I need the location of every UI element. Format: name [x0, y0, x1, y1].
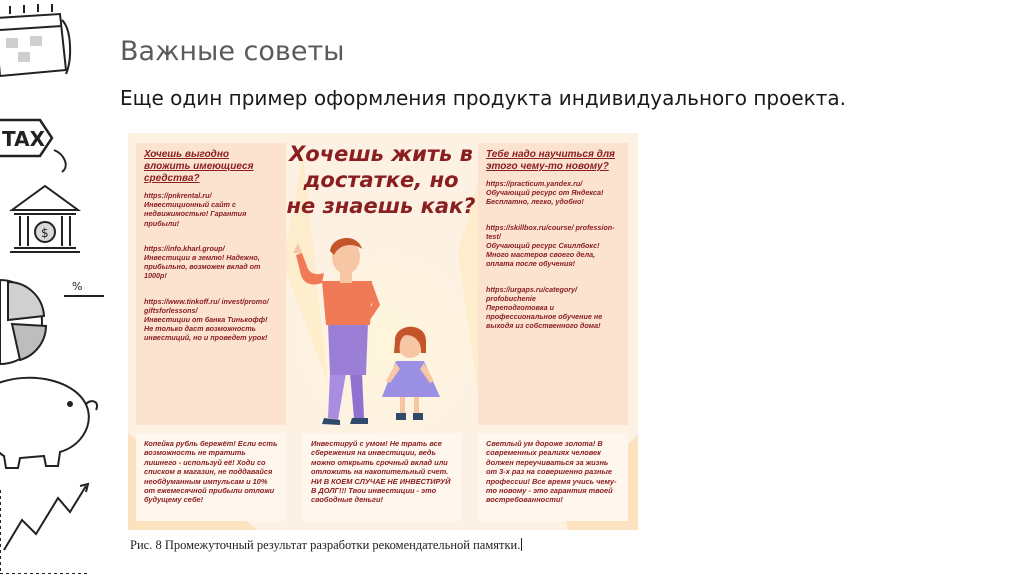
right-item-2 [486, 223, 620, 269]
svg-text:$: $ [41, 226, 49, 240]
left-item-3 [144, 297, 278, 343]
bank-icon [10, 186, 80, 252]
bottom-panel-1-text: Копейка рубль бережёт! Если есть возможность не тратить лишнего - используй её! Ходи со списком в магазин, не поддавайся необдуманным импульсам и 10% от ежемесячной прибыли отложи будущему себе! [144, 439, 278, 505]
right-item-2-link: https://skillbox.ru/course/ profession-test/ [486, 222, 615, 241]
left-item-3-text: Инвестиции от банка Тинькофф! Не только даст возможность инвестиций, но и проведет урок! [144, 315, 268, 343]
right-item-3-link: https://urgaps.ru/category/ profobuchenie [486, 284, 578, 303]
slide-title: Важные советы [120, 36, 345, 67]
bottom-panel-2 [303, 433, 461, 521]
right-item-2-text: Обучающий ресурс Скиллбокс! Много мастеров своего дела, оплата после обучения! [486, 241, 600, 269]
text-cursor [521, 538, 522, 551]
left-item-2-link: https://info.kharl.group/ [144, 243, 225, 253]
decorative-doodles [0, 0, 110, 574]
left-item-1 [144, 191, 278, 228]
left-item-1-text: Инвестиционный сайт с недвижимостью! Гарантия прибыли! [144, 200, 247, 228]
right-item-3-text: Переподготовка и профессиональное обучение не выходя из собственного дома! [486, 303, 603, 331]
bottom-panel-3-text: Светлый ум дороже золота! В современных реалиях человек должен переучиваться за жизнь от 3-х раз на совершенно разные профессии! Все время учись чему-то новому - это гарантия твоей востребованности! [486, 439, 617, 505]
slide-subtitle: Еще один пример оформления продукта индивидуального проекта. [120, 86, 847, 110]
daughter-figure [382, 327, 440, 420]
poster-headline: Хочешь жить в достатке, но не знаешь как? [286, 142, 476, 218]
left-item-2-text: Инвестиции в землю! Надежно, прибыльно, возможен вклад от 1000р! [144, 253, 261, 281]
right-panel-heading: Тебе надо научиться для этого чему-то новому? [486, 149, 615, 172]
pie-chart-icon [0, 280, 104, 364]
figure-caption-text: Рис. 8 Промежуточный результат разработки рекомендательной памятки. [130, 538, 521, 552]
svg-text:TAX: TAX [2, 127, 45, 151]
right-panel [478, 143, 628, 425]
calendar-icon [0, 4, 70, 76]
left-item-1-link: https://pnkrental.ru/ [144, 191, 212, 200]
figure-caption [130, 538, 522, 553]
left-panel-heading: Хочешь выгодно вложить имеющиеся средства? [144, 149, 254, 184]
right-item-1 [486, 179, 620, 207]
father-daughter-illustration [288, 213, 478, 428]
bottom-panel-2-text: Инвестируй с умом! Не трать все сбережения на инвестиции, ведь можно открыть срочный вклад или отложить на накопительный счет. НИ В КОЕМ СЛУЧАЕ НЕ ИНВЕСТИРУЙ В ДОЛГ!!! Твои инвестиции - это свободные деньги! [311, 439, 451, 505]
left-panel [136, 143, 286, 425]
bottom-panel-1 [136, 433, 286, 521]
poster-image [128, 133, 638, 530]
bottom-panel-3 [478, 433, 628, 521]
tax-icon [0, 120, 66, 172]
right-item-1-text: Обучающий ресурс от Яндекса! Бесплатно, легко, удобно! [486, 188, 604, 207]
growth-chart-icon [0, 484, 90, 574]
father-figure [293, 238, 380, 425]
right-item-3 [486, 285, 620, 331]
right-item-1-link: https://practicum.yandex.ru/ [486, 179, 583, 188]
svg-text:%: % [72, 280, 83, 293]
piggy-bank-icon [0, 378, 97, 468]
left-item-3-link: https://www.tinkoff.ru/ invest/promo/ giftsforlessons/ [144, 296, 269, 315]
left-item-2 [144, 244, 278, 281]
